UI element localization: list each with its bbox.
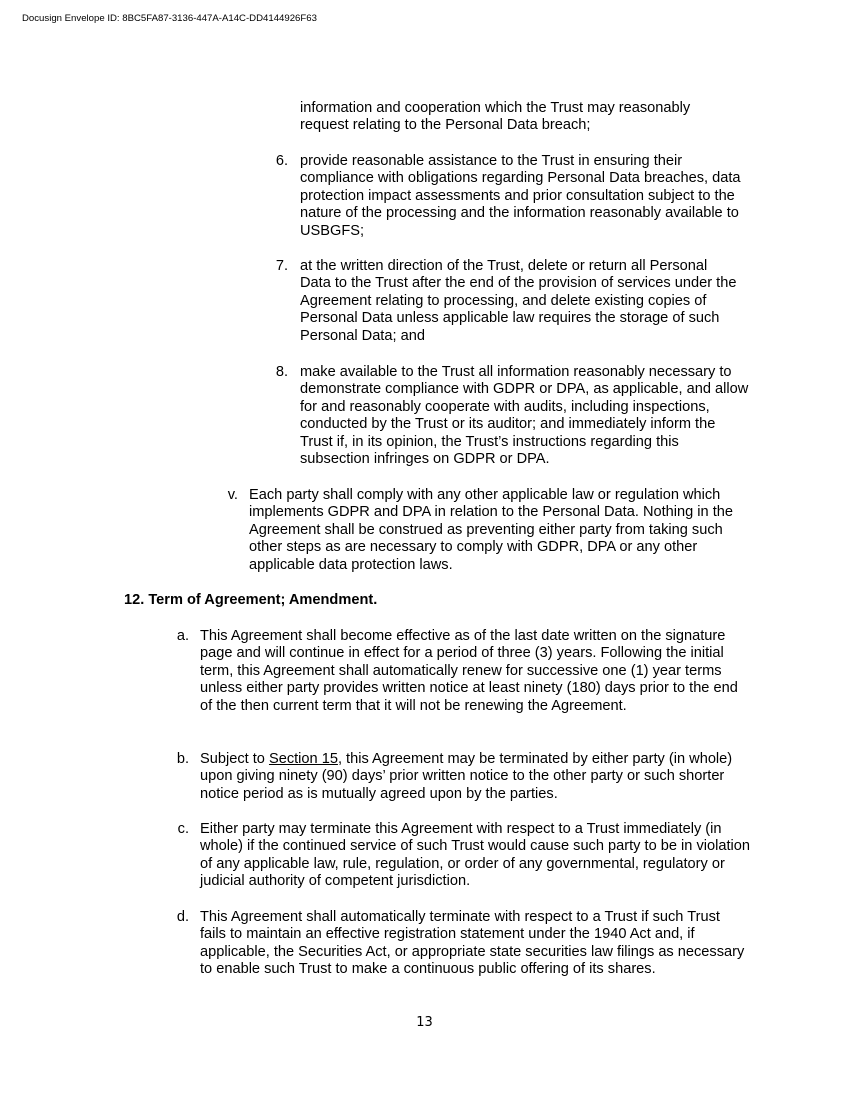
item-c-number: c. [177, 821, 189, 837]
item-b-text [200, 751, 748, 803]
item-7-number: 7. [275, 258, 288, 274]
item-6-number: 6. [275, 153, 288, 169]
item-8-text: make available to the Trust all information reasonably necessary to demonstrate compliance with GDPR or DPA, as applicable, and allow for and reasonably cooperate with audits, including inspections, conducted by the Trust or its auditor; and immediately inform the Trust if, in its opinion, the Trust’s instructions regarding this subsection infringes on GDPR or DPA. [300, 364, 749, 468]
item-d-text: This Agreement shall automatically terminate with respect to a Trust if such Trust fails to maintain an effective registration statement under the 1940 Act and, if applicable, the Securities Act, or appropriate state securities law filings as necessary to enable such Trust to make a continuous public offering of its shares. [200, 909, 745, 978]
item-6-text: provide reasonable assistance to the Trust in ensuring their compliance with obligations regarding Personal Data breaches, data protection impact assessments and prior consultation subject to the nature of the processing and the information reasonably available to USBGFS; [300, 153, 741, 239]
item-c-text: Either party may terminate this Agreement with respect to a Trust immediately (in whole) if the continued service of such Trust would cause such party to be in violation of any applicable law, rule, regulation, or order of any governmental, regulatory or judicial authority of competent jurisdiction. [200, 821, 750, 890]
item-8-number: 8. [275, 364, 288, 380]
item-b-number: b. [176, 751, 189, 767]
section-15-link[interactable]: Section 15 [268, 751, 338, 767]
item-v-number: v. [227, 487, 238, 503]
item-b-text-post: , this Agreement may be terminated by either party (in whole) upon giving ninety (90) days’ prior written notice to the other party or such shorter notice period as is mutually agreed upon by the parties. [200, 751, 733, 802]
item-d-number: d. [176, 909, 189, 925]
section-12-heading: 12. Term of Agreement; Amendment. [124, 592, 378, 608]
envelope-id: Docusign Envelope ID: 8BC5FA87-3136-447A-A14C-DD4144926F63 [22, 13, 317, 24]
item-5-continuation: information and cooperation which the Trust may reasonably request relating to the Personal Data breach; [300, 100, 691, 134]
item-a-text: This Agreement shall become effective as of the last date written on the signature page and will continue in effect for a period of three (3) years. Following the initial term, this Agreement shall automatically renew for successive one (1) year terms unless either party provides written notice at least ninety (180) days prior to the end of the then current term that it will not be renewing the Agreement. [200, 628, 738, 714]
item-a-number: a. [176, 628, 189, 644]
item-7-text: at the written direction of the Trust, delete or return all Personal Data to the Trust after the end of the provision of services under the Agreement relating to processing, and delete existing copies of Personal Data unless applicable law requires the storage of such Personal Data; and [300, 258, 737, 344]
page-number: 13 [416, 1015, 433, 1030]
item-v-text: Each party shall comply with any other applicable law or regulation which implements GDPR and DPA in relation to the Personal Data. Nothing in the Agreement shall be construed as preventing either party from taking such other steps as are necessary to comply with GDPR, DPA or any other applicable data protection laws. [249, 487, 734, 573]
item-b-text-pre: Subject to [200, 751, 269, 767]
